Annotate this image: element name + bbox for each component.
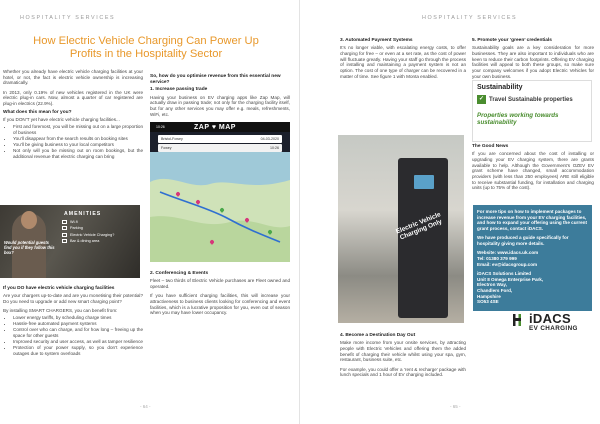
running-head: HOSPITALITY SERVICES xyxy=(20,15,116,21)
list-item: • Improved security and user access, as well as tamper resilience xyxy=(13,339,143,345)
section-1-text: Having your business on EV charging apps like Zap Map, will actually draw in passing trade; not only for the charging facility itself, but for any other services you may offer e.g. meals, refreshments, WiFi, etc. xyxy=(150,94,290,117)
checkbox-icon xyxy=(62,226,67,230)
amenity-item: Parking xyxy=(62,225,114,231)
list-item: • Control over who can charge, and for how long – freeing up the space for other guests xyxy=(13,327,143,338)
sustainability-tagline: Properties working towards sustainability xyxy=(477,112,559,127)
section-4-text: Make more income from your onsite services, by attracting people with Electric Vehicles and offering them the added benefit of charging their vehicle whilst using your spa, gym, restaurant, business suite, etc. xyxy=(340,340,466,363)
charger-screen xyxy=(414,175,434,189)
column-good-news xyxy=(472,142,594,195)
zapmap-to-field: Fowey 10:26 xyxy=(158,144,282,152)
amenities-caption: Would potential guests find you if they follow this box? xyxy=(4,240,55,255)
address-line: Unit 8 Omega Enterprise Park, xyxy=(477,276,544,282)
brand-subtitle: EV CHARGING xyxy=(529,325,578,332)
list-item: • You’ll be giving business to your local competitors xyxy=(13,142,143,148)
check-icon: ✓ xyxy=(478,96,485,102)
have-ev-intro: Are your chargers up-to-date and are you monetising their potential? Do you need to upgrade or add new smart charging point? xyxy=(3,293,143,304)
promo-text: We have produced a guide specifically for hospitality giving more details. xyxy=(477,235,569,247)
charger-sign: Electric Vehicle Charging Only xyxy=(395,211,444,242)
have-ev-heading: If you DO have electric vehicle charging facilities xyxy=(3,286,115,291)
list-item: • Not only will you be missing out on room bookings, but the additional revenue that electric charging can bring xyxy=(13,148,143,159)
section-3-text: It’s no longer viable, with escalating energy costs, to offer charging for free – or even at a set rate, as the cost of power will fluctuate greatly. Having your staff go through the process of installing and maintaining a payment system is not an option. The cost of one type of charger can be recovered in a matter of time. See figure 1 with Monta enabled. xyxy=(340,45,466,79)
list-item: • Hassle-free automated payment systems xyxy=(13,321,143,327)
right-page xyxy=(300,0,600,424)
amenities-title: AMENITIES xyxy=(64,211,102,217)
column-payments xyxy=(340,36,466,83)
section-4-text: For example, you could offer a ‘rent & recharge’ package with lunch specials and 1 hour of EV charging included. xyxy=(340,366,466,378)
section-2-text: Fleet – two thirds of Electric Vehicle purchases are Fleet owned and operated. xyxy=(150,278,290,289)
zapmap-from-field: Bristol-Fowey 04-03-2020 xyxy=(158,135,282,143)
column-conferencing xyxy=(150,269,290,319)
checkbox-icon xyxy=(62,220,67,224)
ev-charger-photo xyxy=(338,135,464,323)
contact-box xyxy=(473,205,592,311)
amenity-item: Bar & dining area xyxy=(62,238,114,244)
no-ev-intro: If you DON’T yet have electric vehicle charging facilities... xyxy=(3,117,120,123)
intro-paragraph: Whether you already have electric vehicle charging facilities at your hotel, or not, the fact is electric vehicle ownership is increasing dramatically. xyxy=(3,69,143,86)
promo-text: For more tips on how to implement packages to increase revenue from your EV charging facilities, and how to expand your offering using the current grant process, contact iDACS. xyxy=(477,209,587,232)
address-line: Chandlers Ford, xyxy=(477,287,513,293)
no-ev-list xyxy=(13,124,143,159)
column-green xyxy=(472,36,594,83)
zapmap-screenshot xyxy=(150,122,290,262)
amenities-list xyxy=(62,219,114,245)
column-destination xyxy=(340,331,466,381)
sustainability-heading: Sustainability xyxy=(477,84,523,91)
intro-paragraph: In 2013, only 0.19% of new vehicles registered in the UK were electric plug-in cars. Now, almost a quarter of car registered are plug-in electrics (22.9%). xyxy=(3,89,143,107)
good-news-text: If you are concerned about the cost of installing or upgrading your EV charging system, there are grants available to help. Although the Government’s OZEV EV grant scheme have changed, small accommodation providers (with less than 250 employees) ARE still eligible to receive substantial funding, for installation and charging units (up to 75% of the cost). xyxy=(472,151,594,191)
checkbox-icon xyxy=(62,233,67,237)
zapmap-time: 10:26 xyxy=(156,125,165,129)
page-number: - 65 - xyxy=(450,404,461,409)
section-2-heading: 2. Conferencing & Events xyxy=(150,271,209,276)
sustainability-badge: ✓ Travel Sustainable properties xyxy=(478,96,573,104)
sustainability-badge-image xyxy=(472,80,592,142)
amenities-image xyxy=(0,205,140,278)
smart-intro: By installing SMART CHARGERS, you can benefit from: xyxy=(3,308,118,314)
section-5-heading: 5. Promote your ‘green’ credentials xyxy=(472,38,552,43)
zapmap-map xyxy=(150,162,290,262)
address-line: Electron Way, xyxy=(477,282,507,288)
section-3-heading: 3. Automated Payment Systems xyxy=(340,38,413,43)
amenity-item: Wi-fi xyxy=(62,219,114,225)
smart-list xyxy=(13,315,143,356)
section-5-text: Sustainability goals are a key consideration for more businesses. They are also important to individuals who are keen to reduce their carbon footprints. Offering EV charging facilities will appeal to both these groups, so make sure your company welcomes if you adopt Electric Vehicles for your own business. xyxy=(472,45,594,79)
article-title: How Electric Vehicle Charging Can Power Up Profits in the Hospitality Sector xyxy=(33,35,259,60)
address-line: Hampshire xyxy=(477,293,501,299)
telephone: Tel: 01380 379 999 xyxy=(477,255,517,261)
list-item: • First and foremost, you will be missing out on a large proportion of business xyxy=(13,124,143,135)
idacs-logo xyxy=(510,311,600,337)
section-2-text: If you have sufficient charging facilities, this will increase your attractiveness to business clients looking for conferencing and event facilities, which is a lucrative proposition for you, even out of season when you may have lower occupancy. xyxy=(150,293,290,316)
section-1-heading: 1. Increase passing trade xyxy=(150,87,208,93)
column-optimise xyxy=(150,72,290,121)
website-link[interactable]: Website: www.idacs.uk.com xyxy=(477,250,539,256)
address-line: SO53 4SE xyxy=(477,299,499,305)
zapmap-logo: ZAP ♥ MAP xyxy=(194,123,236,131)
section-4-heading: 4. Become a Destination Day Out xyxy=(340,333,416,338)
email-link[interactable]: Email: ev@idacsgroup.com xyxy=(477,261,538,267)
column-have-ev xyxy=(3,284,143,359)
list-item: • Lower energy tariffs, by scheduling charge times xyxy=(13,315,143,321)
list-item: • Protection of your power supply, so you don’t experience outages due to system overloads xyxy=(13,345,143,356)
plug-icon xyxy=(510,313,524,327)
brand-wordmark: iDACS xyxy=(529,311,571,326)
address-line: iDACS Solutions Limited xyxy=(477,270,532,276)
optimise-heading: So, how do you optimise revenue from this essential new service? xyxy=(150,74,281,85)
amenity-item: Electric Vehicle Charging? xyxy=(62,232,114,238)
page-number: - 64 - xyxy=(140,404,151,409)
list-item: • You’ll disappear from the search results on booking sites xyxy=(13,136,143,142)
checkbox-icon xyxy=(62,239,67,243)
zapmap-header xyxy=(150,122,290,132)
no-ev-heading: What does this mean for you? xyxy=(3,110,72,116)
running-head: HOSPITALITY SERVICES xyxy=(422,15,518,21)
good-news-heading: The Good News xyxy=(472,144,509,149)
column-intro xyxy=(3,69,143,163)
